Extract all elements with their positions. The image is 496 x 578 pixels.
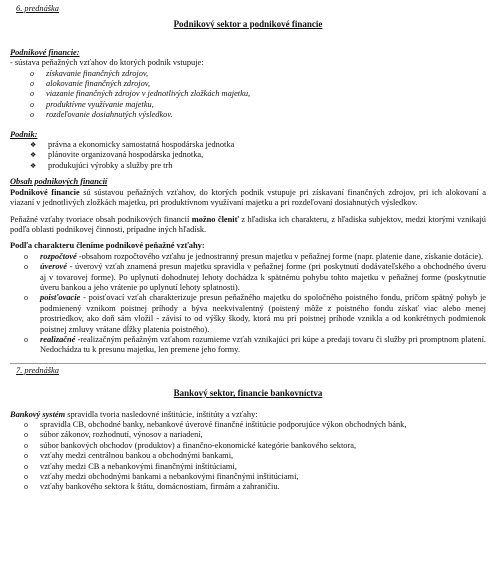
list-item: o vzťahy medzi centrálnou bankou a obchodnými bankami, (10, 451, 486, 461)
definition-term: Podnikové financie (10, 187, 80, 197)
list-item: o spravidla CB, obchodné banky, nebankové úverové finančné inštitúcie podporujúce výkon obchodných bánk, (10, 420, 486, 430)
list-item (10, 262, 486, 293)
term: úverové (40, 262, 67, 272)
section-title-banking: Bankový sektor, financie bankovníctva (173, 388, 323, 399)
term: poisťovacie (40, 293, 81, 303)
term: rozpočtové (40, 251, 77, 261)
emphasis-text: možno členiť (191, 214, 239, 224)
list-item: o produktívne využívanie majetku, (22, 100, 486, 110)
term-text: - úverový vzťah znamená presun majetku spravidla v peňažnej forme (pri poskytnutí dodávateľského a obchodného úveru aj v tovarovej forme). Po uplynutí dohodnutej lehoty dochádza k spätnému pohybu tohto majetku v peňažnej forme (poskytnutie úveru bankou a jeho vrátenie po uplynutí lehoty splatnosti). (40, 262, 486, 292)
list-item: o vzťahy medzi CB a nebankovými finančnými inštitúciami, (10, 462, 486, 472)
list-item (10, 252, 486, 262)
list-item: ❖ produkujúci výrobky a služby pre trh (24, 161, 486, 171)
list-item (10, 335, 486, 356)
list-item: o získavanie finančných zdrojov, (22, 69, 486, 79)
paragraph-text: z hľadiska ich charakteru, z hľadiska subjektov, medzi ktorými vznikajú podľa oblasti podnikovej činnosti, prípadne iných hľadísk. (10, 214, 486, 234)
definition-paragraph (10, 188, 486, 209)
term-text: - poisťovací vzťah charakterizuje presun peňažného majetku do spoločného poistného fondu, pričom spätný pohyb je podmienený vznikom poistnej príhody a býva neekvivalentný (poistený môže z poistného fondu získať viac alebo menej prostriedkov, ako doň sám vložil - závisí to od výšky škody, ktorá mu pri poistnej príhode vznikla a od konkrétnych podmienok poistnej zmluvy vrátane dĺžky platenia poistného). (40, 293, 486, 334)
section-title-business: Podnikový sektor a podnikové financie (173, 19, 323, 30)
list-item: o súbor zákonov, rozhodnutí, výnosov a nariadení, (10, 430, 486, 440)
heading-business-finance: Podnikové financie: (10, 47, 80, 57)
business-finance-list (10, 69, 486, 121)
enterprise-list (10, 140, 486, 171)
banking-intro-text: spravidla tvoria nasledovné inštitúcie, inštitúty a vzťahy: (65, 409, 258, 419)
heading-enterprise: Podnik: (10, 129, 38, 139)
list-item: ❖ právna a ekonomicky samostatná hospodárska jednotka (24, 140, 486, 150)
business-finance-intro: - sústava peňažných vzťahov do ktorých podnik vstupuje: (10, 58, 204, 68)
list-item: ❖ plánovite organizovaná hospodárska jednotka, (24, 150, 486, 160)
heading-by-character: Podľa charakteru členíme podnikové peňažné vzťahy: (10, 241, 205, 251)
banking-term: Bankový systém (10, 409, 66, 419)
character-list (10, 252, 486, 356)
paragraph-text: Peňažné vzťahy tvoriace obsah podnikových financií (10, 214, 192, 224)
banking-intro (10, 410, 486, 420)
term-text: -obsahom rozpočtového vzťahu je jednostranný presun majetku v peňažnej forme (napr. platenie dane, získanie dotácie). (76, 251, 484, 261)
definition-text: sú sústavou peňažných vzťahov, do ktorých podnik vstupuje pri získavaní finančných zdrojov, pri ich alokovaní a viazaní v jednotlivých zložkách majetku, pri produktívnom využívaní majetku a pri rozdeľovaní dosiahnutých výsledkov. (10, 187, 487, 208)
list-item: o vzťahy medzi obchodnými bankami a nebankovými finančnými inštitúciami, (10, 472, 486, 482)
list-item: o alokovanie finančných zdrojov, (22, 79, 486, 89)
list-item: o viazanie finančných zdrojov v jednotlivých zložkách majetku, (22, 89, 486, 99)
lecture-6-label: 6. prednáška (16, 4, 59, 13)
banking-list (10, 420, 486, 493)
list-item: o súbor bankových obchodov (produktov) a finančno-ekonomické kategórie bankového sektora, (10, 441, 486, 451)
divider (10, 363, 486, 364)
heading-content: Obsah podnikových financií (10, 177, 108, 187)
list-item (10, 293, 486, 335)
term-text: -realizačným peňažným vzťahom rozumieme vzťah vznikajúci pri kúpe a predaji tovaru či služby pri promptnom platení. Nedochádza tu k presunu majetku, len premene jeho formy. (40, 334, 486, 355)
list-item: o rozdeľovanie dosiahnutých výsledkov. (22, 110, 486, 120)
classification-paragraph (10, 215, 486, 236)
list-item: o vzťahy bankového sektora k štátu, domácnostiam, firmám a zahraničiu. (10, 482, 486, 492)
lecture-7-label: 7. prednáška (16, 365, 59, 375)
term: realizačné (40, 334, 76, 344)
